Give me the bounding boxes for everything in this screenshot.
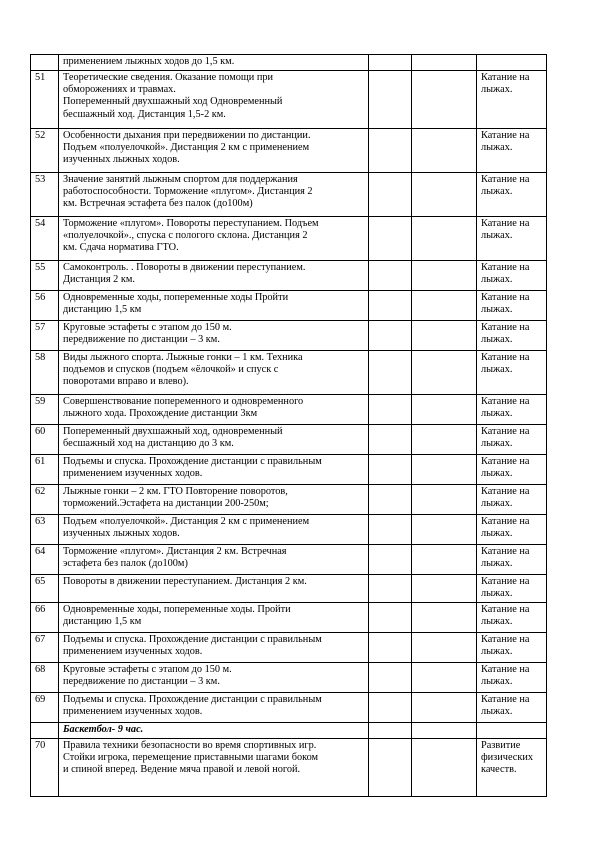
empty-cell bbox=[369, 515, 412, 545]
empty-cell bbox=[412, 485, 477, 515]
topic-line: Лыжные гонки – 2 км. ГТО Повторение поворотов, bbox=[63, 486, 288, 497]
empty-cell bbox=[31, 723, 59, 739]
activity-cell: Катание на лыжах. bbox=[477, 321, 547, 351]
topic-line: Подъем «полуелочкой». Дистанция 2 км с применением bbox=[63, 516, 310, 527]
activity-cell: Катание на лыжах. bbox=[477, 173, 547, 217]
empty-cell bbox=[412, 603, 477, 633]
lesson-topic-cell bbox=[59, 217, 369, 261]
topic-line: Попеременный двухшажный ход Одновременный bbox=[63, 96, 283, 108]
lesson-number-cell: 67 bbox=[31, 633, 59, 663]
empty-cell bbox=[369, 739, 412, 797]
topic-line: работоспособности. Торможение «плугом». Дистанция 2 bbox=[63, 186, 313, 198]
topic-line: эстафета без палок (до100м) bbox=[63, 558, 188, 570]
activity-cell: Катание на лыжах. bbox=[477, 425, 547, 455]
topic-line: дистанцию 1,5 км bbox=[63, 304, 142, 316]
empty-cell bbox=[369, 129, 412, 173]
topic-line: применением изученных ходов. bbox=[63, 706, 203, 718]
activity-cell: Катание на лыжах. bbox=[477, 71, 547, 129]
lesson-number-cell: 57 bbox=[31, 321, 59, 351]
table-body bbox=[31, 55, 547, 797]
lesson-topic-cell bbox=[59, 633, 369, 663]
topic-line: Теоретические сведения. Оказание помощи при bbox=[63, 72, 274, 83]
topic-line: торможений.Эстафета на дистанции 200-250м; bbox=[63, 498, 269, 510]
empty-cell bbox=[369, 603, 412, 633]
empty-cell bbox=[412, 129, 477, 173]
activity-cell: Катание на лыжах. bbox=[477, 217, 547, 261]
empty-cell bbox=[369, 291, 412, 321]
empty-cell bbox=[369, 485, 412, 515]
lesson-topic-cell bbox=[59, 515, 369, 545]
empty-cell bbox=[369, 425, 412, 455]
lesson-topic-cell bbox=[59, 291, 369, 321]
table-row bbox=[31, 739, 547, 797]
topic-line: Виды лыжного спорта. Лыжные гонки – 1 км. Техника bbox=[63, 352, 303, 363]
table-row bbox=[31, 603, 547, 633]
lesson-number-cell: 52 bbox=[31, 129, 59, 173]
lesson-number-cell: 69 bbox=[31, 693, 59, 723]
lesson-number-cell: 64 bbox=[31, 545, 59, 575]
table-row bbox=[31, 395, 547, 425]
empty-cell bbox=[477, 723, 547, 739]
table-row bbox=[31, 71, 547, 129]
topic-line: передвижение по дистанции – 3 км. bbox=[63, 334, 220, 346]
activity-cell: Катание на лыжах. bbox=[477, 129, 547, 173]
topic-line: изученных лыжных ходов. bbox=[63, 528, 180, 540]
topic-line: км. Встречная эстафета без палок (до100м) bbox=[63, 198, 253, 210]
topic-line: Торможение «плугом». Повороты переступанием. Подъем bbox=[63, 218, 319, 229]
activity-cell: Катание на лыжах. bbox=[477, 545, 547, 575]
lesson-number-cell: 70 bbox=[31, 739, 59, 797]
topic-line: Особенности дыхания при передвижении по дистанции. bbox=[63, 130, 311, 141]
activity-cell: Катание на лыжах. bbox=[477, 395, 547, 425]
lesson-number-cell: 54 bbox=[31, 217, 59, 261]
empty-cell bbox=[412, 173, 477, 217]
empty-cell bbox=[412, 261, 477, 291]
empty-cell bbox=[412, 663, 477, 693]
topic-line: Подъемы и спуска. Прохождение дистанции с правильным bbox=[63, 694, 322, 705]
topic-line: изученных лыжных ходов. bbox=[63, 154, 180, 166]
activity-cell: Катание на лыжах. bbox=[477, 455, 547, 485]
topic-line: Правила техники безопасности во время спортивных игр. bbox=[63, 740, 317, 751]
table-row bbox=[31, 515, 547, 545]
lesson-topic-cell bbox=[59, 545, 369, 575]
empty-cell bbox=[369, 693, 412, 723]
topic-line: дистанцию 1,5 км bbox=[63, 616, 142, 628]
empty-cell bbox=[369, 395, 412, 425]
lesson-number-cell: 53 bbox=[31, 173, 59, 217]
lesson-topic-cell bbox=[59, 129, 369, 173]
topic-line: передвижение по дистанции – 3 км. bbox=[63, 676, 220, 688]
topic-line: Круговые эстафеты с этапом до 150 м. bbox=[63, 322, 232, 333]
topic-line: Подъемы и спуска. Прохождение дистанции с правильным bbox=[63, 634, 322, 645]
lesson-number-cell: 68 bbox=[31, 663, 59, 693]
empty-cell bbox=[369, 173, 412, 217]
table-row bbox=[31, 545, 547, 575]
empty-cell bbox=[412, 395, 477, 425]
empty-cell bbox=[412, 351, 477, 395]
table-row bbox=[31, 351, 547, 395]
topic-line: Самоконтроль. . Повороты в движении переступанием. bbox=[63, 262, 306, 273]
activity-cell bbox=[477, 55, 547, 71]
topic-line: обморожениях и травмах. bbox=[63, 84, 176, 96]
empty-cell bbox=[369, 55, 412, 71]
empty-cell bbox=[412, 739, 477, 797]
activity-cell: Катание на лыжах. bbox=[477, 261, 547, 291]
lesson-topic-cell bbox=[59, 693, 369, 723]
lesson-number-cell: 65 bbox=[31, 575, 59, 603]
empty-cell bbox=[412, 515, 477, 545]
activity-cell: Катание на лыжах. bbox=[477, 693, 547, 723]
empty-cell bbox=[412, 723, 477, 739]
topic-line: Одновременные ходы, попеременные ходы. Пройти bbox=[63, 604, 291, 615]
empty-cell bbox=[369, 71, 412, 129]
topic-line: Стойки игрока, перемещение приставными шагами боком bbox=[63, 752, 319, 764]
topic-line: применением лыжных ходов до 1,5 км. bbox=[63, 56, 235, 67]
empty-cell bbox=[369, 455, 412, 485]
lesson-topic-cell bbox=[59, 575, 369, 603]
lesson-number-cell: 62 bbox=[31, 485, 59, 515]
lesson-number-cell: 60 bbox=[31, 425, 59, 455]
table-row bbox=[31, 55, 547, 71]
section-title-cell bbox=[59, 723, 369, 739]
activity-cell: Катание на лыжах. bbox=[477, 663, 547, 693]
topic-line: Значение занятий лыжным спортом для поддержания bbox=[63, 174, 298, 185]
topic-line: Повороты в движении переступанием. Дистанция 2 км. bbox=[63, 576, 307, 587]
empty-cell bbox=[412, 545, 477, 575]
lesson-number-cell: 58 bbox=[31, 351, 59, 395]
lesson-topic-cell bbox=[59, 261, 369, 291]
table-row bbox=[31, 455, 547, 485]
lesson-number-cell: 55 bbox=[31, 261, 59, 291]
topic-line: бесшажный ход на дистанцию до 3 км. bbox=[63, 438, 234, 450]
topic-line: Круговые эстафеты с этапом до 150 м. bbox=[63, 664, 232, 675]
lesson-topic-cell bbox=[59, 351, 369, 395]
empty-cell bbox=[412, 55, 477, 71]
topic-line: «полуелочкой»., спуска с пологого склона. Дистанция 2 bbox=[63, 230, 308, 242]
empty-cell bbox=[412, 291, 477, 321]
lesson-number-cell: 63 bbox=[31, 515, 59, 545]
topic-line: применением изученных ходов. bbox=[63, 468, 203, 480]
lesson-number-cell bbox=[31, 55, 59, 71]
lesson-number-cell: 56 bbox=[31, 291, 59, 321]
section-row bbox=[31, 723, 547, 739]
lesson-topic-cell bbox=[59, 55, 369, 71]
empty-cell bbox=[412, 633, 477, 663]
lesson-topic-cell bbox=[59, 485, 369, 515]
activity-cell: Катание на лыжах. bbox=[477, 575, 547, 603]
activity-cell: Катание на лыжах. bbox=[477, 515, 547, 545]
lesson-topic-cell bbox=[59, 603, 369, 633]
table-row bbox=[31, 663, 547, 693]
topic-line: лыжного хода. Прохождение дистанции 3км bbox=[63, 408, 258, 420]
activity-cell: Катание на лыжах. bbox=[477, 351, 547, 395]
topic-line: Торможение «плугом». Дистанция 2 км. Встречная bbox=[63, 546, 287, 557]
empty-cell bbox=[369, 545, 412, 575]
table-row bbox=[31, 321, 547, 351]
table-row bbox=[31, 129, 547, 173]
activity-cell: Катание на лыжах. bbox=[477, 291, 547, 321]
topic-line: бесшажный ход. Дистанция 1,5-2 км. bbox=[63, 108, 226, 120]
empty-cell bbox=[369, 633, 412, 663]
empty-cell bbox=[412, 321, 477, 351]
topic-line: Подъемы и спуска. Прохождение дистанции с правильным bbox=[63, 456, 322, 467]
lesson-topic-cell bbox=[59, 173, 369, 217]
table-row bbox=[31, 485, 547, 515]
lesson-topic-cell bbox=[59, 739, 369, 797]
table-row bbox=[31, 261, 547, 291]
topic-line: Попеременный двухшажный ход, одновременный bbox=[63, 426, 283, 437]
empty-cell bbox=[412, 217, 477, 261]
empty-cell bbox=[412, 455, 477, 485]
lesson-topic-cell bbox=[59, 455, 369, 485]
topic-line: Совершенствование попеременного и одновременного bbox=[63, 396, 304, 407]
empty-cell bbox=[369, 261, 412, 291]
table-row bbox=[31, 633, 547, 663]
lesson-number-cell: 66 bbox=[31, 603, 59, 633]
empty-cell bbox=[369, 575, 412, 603]
lesson-topic-cell bbox=[59, 321, 369, 351]
lesson-topic-cell bbox=[59, 663, 369, 693]
table-row bbox=[31, 575, 547, 603]
empty-cell bbox=[369, 217, 412, 261]
empty-cell bbox=[412, 425, 477, 455]
topic-line: применением изученных ходов. bbox=[63, 646, 203, 658]
activity-cell: Катание на лыжах. bbox=[477, 633, 547, 663]
lesson-topic-cell bbox=[59, 425, 369, 455]
section-title: Баскетбол- 9 час. bbox=[63, 724, 144, 735]
topic-line: подъемов и спусков (подъем «ёлочкой» и спуск с bbox=[63, 364, 279, 376]
activity-cell: Катание на лыжах. bbox=[477, 603, 547, 633]
lesson-number-cell: 61 bbox=[31, 455, 59, 485]
empty-cell bbox=[412, 693, 477, 723]
table-row bbox=[31, 291, 547, 321]
empty-cell bbox=[369, 351, 412, 395]
activity-cell: Катание на лыжах. bbox=[477, 485, 547, 515]
topic-line: поворотами вправо и влево). bbox=[63, 376, 189, 388]
topic-line: км. Сдача норматива ГТО. bbox=[63, 242, 179, 254]
empty-cell bbox=[412, 71, 477, 129]
empty-cell bbox=[412, 575, 477, 603]
lesson-topic-cell bbox=[59, 395, 369, 425]
topic-line: Подъем «полуелочкой». Дистанция 2 км с применением bbox=[63, 142, 310, 154]
lesson-topic-cell bbox=[59, 71, 369, 129]
empty-cell bbox=[369, 723, 412, 739]
lesson-number-cell: 51 bbox=[31, 71, 59, 129]
empty-cell bbox=[369, 663, 412, 693]
lesson-number-cell: 59 bbox=[31, 395, 59, 425]
topic-line: и спиной вперед. Ведение мяча правой и левой ногой. bbox=[63, 764, 301, 776]
table-row bbox=[31, 173, 547, 217]
table-row bbox=[31, 217, 547, 261]
activity-cell: Развитие физических качеств. bbox=[477, 739, 547, 797]
topic-line: Дистанция 2 км. bbox=[63, 274, 135, 286]
table-row bbox=[31, 693, 547, 723]
empty-cell bbox=[369, 321, 412, 351]
topic-line: Одновременные ходы, попеременные ходы Пройти bbox=[63, 292, 289, 303]
lesson-plan-table bbox=[30, 54, 547, 797]
table-row bbox=[31, 425, 547, 455]
